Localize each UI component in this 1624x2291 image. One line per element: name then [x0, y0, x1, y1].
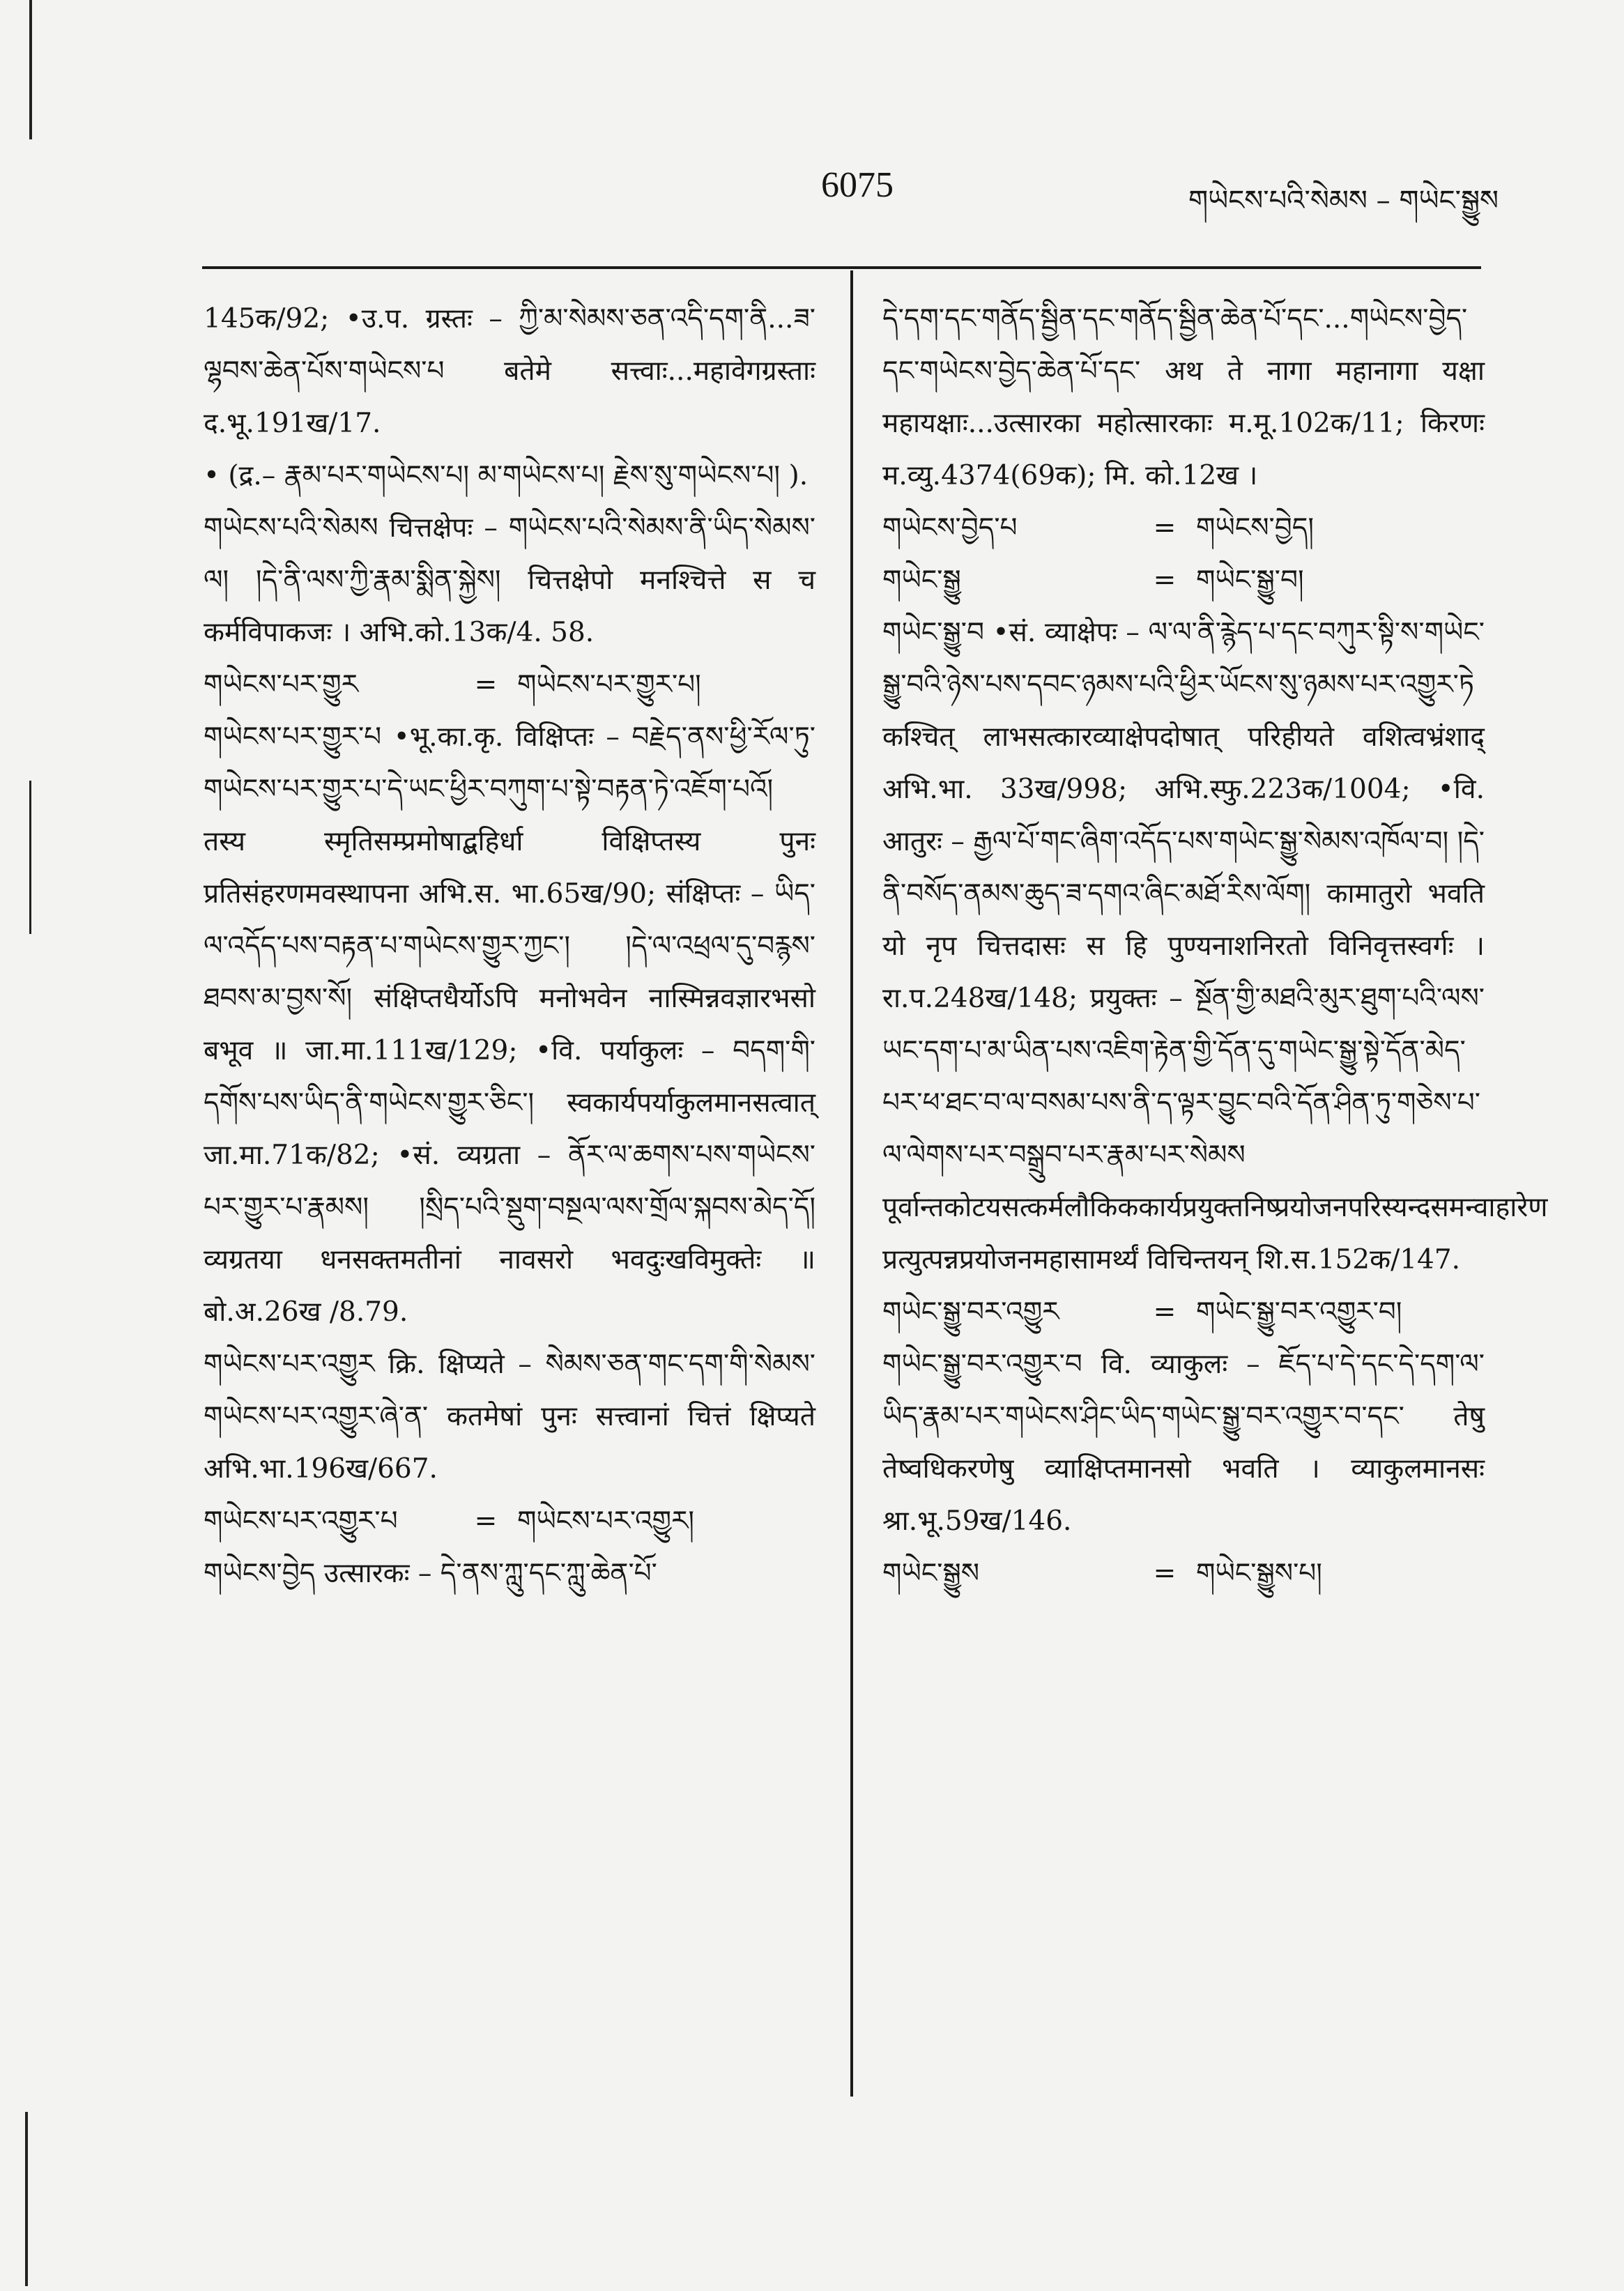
- column-divider: [850, 270, 853, 2097]
- equals-sign: =: [1153, 1558, 1177, 1589]
- equals-sign: =: [1153, 1296, 1177, 1328]
- equals-sign: =: [1153, 565, 1177, 596]
- headword: གཡེང་སྒྱུ: [882, 565, 961, 596]
- reference-target: གཡེང་སྒྱུ་བ།: [1196, 565, 1304, 596]
- cross-reference-entry: [882, 1547, 1485, 1600]
- page-number: 6075: [821, 165, 894, 205]
- dictionary-entry: གཡེངས་བྱེད उत्सारकः – དེ་ནས་ཀླུ་དང་ཀླུ་ཆེན་པོ་: [204, 1558, 657, 1589]
- cross-reference-entry: [882, 554, 1485, 606]
- reference-target: གཡེང་སྒྱུས་པ།: [1196, 1558, 1322, 1589]
- dictionary-entry: 145क/92; •उ.प. ग्रस्तः – ཀྱི་མ་སེམས་ཅན་འདི་དག་ནི...ཟ་ལྷབས་ཆེན་པོས་གཡེངས་པ बतेमे सत्त्वाः...महावेगग्रस्ताः द.भू.191ख/17.: [204, 303, 815, 439]
- headword: གཡེངས་པར་འགྱུར་པ: [204, 1505, 398, 1537]
- equals-sign: =: [474, 1505, 498, 1537]
- headword: གཡེང་སྒྱུས: [882, 1558, 980, 1589]
- margin-mark-mid: [29, 781, 31, 934]
- dictionary-entry: གཡེངས་པར་གྱུར་པ •भू.का.कृ. विक्षिप्तः – བརྗེད་ནས་ཕྱི་རོལ་ཏུ་གཡེངས་པར་གྱུར་པ་དེ་ཡང་ཕྱིར་བཀུག་པ་སྟེ་བརྟན་ཏེ་འཇོག་པའོ། तस्य स्मृतिसम्प्रमोषाद्बहिर्धा विक्षिप्तस्य पुनः प्रतिसंहरणमवस्थापना अभि.स. भा.65ख/90; संक्षिप्तः – ཡིད་ལ་འདོད་པས་བརྟན་པ་གཡེངས་གྱུར་ཀྱང་། །དེ་ལ་འཕྲལ་དུ་བརྙས་ཐབས་མ་བྱས་སོ། संक्षिप्तधैर्योऽपि मनोभवेन नास्मिन्नवज्ञारभसो बभूव ॥ जा.मा.111ख/129; •वि. पर्याकुलः – བདག་གི་དགོས་པས་ཡིད་ནི་གཡེངས་གྱུར་ཅིང་། स्वकार्यपर्याकुलमानसत्वात् जा.मा.71क/82; •सं. व्यग्रता – ནོར་ལ་ཆགས་པས་གཡེངས་པར་གྱུར་པ་རྣམས། །སྲིད་པའི་སྡུག་བསྔལ་ལས་གྲོལ་སྐབས་མེད་དོ། व्यग्रतया धनसक्तमतीनां नावसरो भवदुःखविमुक्तेः ॥ बो.अ.26ख /8.79.: [204, 721, 815, 1328]
- dictionary-entry: གཡེང་སྒྱུ་བ •सं. व्याक्षेपः – ལ་ལ་ནི་རྙེད་པ་དང་བཀུར་སྟི་ས་གཡེང་སྒྱུ་བའི་ཉེས་པས་དབང་ཉམས་པའི་ཕྱིར་ཡོངས་སུ་ཉམས་པར་འགྱུར་ཏེ कश्चित् लाभसत्कारव्याक्षेपदोषात् परिहीयते वशित्वभ्रंशाद् अभि.भा. 33ख/998; अभि.स्फु.223क/1004; •वि. आतुरः – རྒྱལ་པོ་གང་ཞིག་འདོད་པས་གཡེང་སྒྱུ་སེམས་འཁོལ་བ། །དེ་ནི་བསོད་ནམས་ཆུད་ཟ་དགའ་ཞིང་མཐོ་རིས་ལོག། कामातुरो भवति यो नृप चित्तदासः स हि पुण्यनाशनिरतो विनिवृत्तस्वर्गः । रा.प.248ख/148; प्रयुक्तः – སྔོན་གྱི་མཐའི་མུར་ཐུག་པའི་ལས་ཡང་དག་པ་མ་ཡིན་པས་འཇིག་རྟེན་གྱི་དོན་དུ་གཡེང་སྒྱུ་སྟེ་དོན་མེད་པར་ཕ་ཐང་བ་ལ་བསམ་པས་ནི་ད་ལྟར་བྱུང་བའི་དོན་ཤིན་ཏུ་གཅེས་པ་ལ་ལེགས་པར་བསྒྲུབ་པར་རྣམ་པར་སེམས पूर्वान्तकोटयसत्कर्मलौकिककार्यप्रयुक्तनिष्प्रयोजनपरिस्यन्दसमन्वाहारेण प्रत्युत्पन्नप्रयोजनमहासामर्थ्यं विचिन्तयन् शि.स.152क/147.: [882, 617, 1548, 1275]
- dictionary-entry: གཡེངས་པའི་སེམས चित्तक्षेपः – གཡེངས་པའི་སེམས་ནི་ཡིད་སེམས་ལ། །དེ་ནི་ལས་ཀྱི་རྣམ་སྨིན་སྐྱེས། चित्तक्षेपो मनश्चित्ते स च कर्मविपाकजः । अभि.को.13क/4. 58.: [204, 512, 815, 648]
- headword: གཡེངས་པར་གྱུར: [204, 669, 358, 700]
- cross-reference-entry: [882, 502, 1485, 554]
- headword: གཡེང་སྒྱུ་བར་འགྱུར: [882, 1296, 1059, 1328]
- header-rule: [202, 266, 1481, 269]
- right-column: [882, 293, 1548, 1600]
- reference-target: གཡེངས་པར་འགྱུར།: [517, 1505, 695, 1537]
- reference-target: གཡེང་སྒྱུ་བར་འགྱུར་བ།: [1196, 1296, 1402, 1328]
- headword: གཡེངས་བྱེད་པ: [882, 512, 1018, 544]
- cross-reference-entry: [204, 659, 815, 711]
- dictionary-entry: • (द्र.– རྣམ་པར་གཡེངས་པ། མ་གཡེངས་པ། རྗེས་སུ་གཡེངས་པ། ).: [204, 460, 809, 491]
- dictionary-entry: དེ་དག་དང་གནོད་སྦྱིན་དང་གནོད་སྦྱིན་ཆེན་པོ་དང་...གཡེངས་བྱེད་དང་གཡེངས་བྱེད་ཆེན་པོ་དང་ अथ ते नागा महानागा यक्षा महायक्षाः...उत्सारका महोत्सारकाः म.मू.102क/11; किरणः म.व्यु.4374(69क); मि. को.12ख ।: [882, 303, 1485, 491]
- equals-sign: =: [1153, 512, 1177, 544]
- running-head: གཡེངས་པའི་སེམས – གཡེང་སྒྱུས: [1188, 185, 1499, 217]
- dictionary-entry: གཡེང་སྒྱུ་བར་འགྱུར་བ वि. व्याकुलः – ཇོད་པ་དེ་དང་དེ་དག་ལ་ཡིད་རྣམ་པར་གཡེངས་ཤིང་ཡིད་གཡེང་སྒྱུ་བར་འགྱུར་བ་དང་ तेषु तेष्वधिकरणेषु व्याक्षिप्तमानसो भवति । व्याकुलमानसः श्रा.भू.59ख/146.: [882, 1349, 1485, 1537]
- equals-sign: =: [474, 669, 498, 700]
- dictionary-entry: གཡེངས་པར་འགྱུར क्रि. क्षिप्यते – སེམས་ཅན་གང་དག་གི་སེམས་གཡེངས་པར་འགྱུར་ཞེ་ན་ कतमेषां पुनः सत्त्वानां चित्तं क्षिप्यते अभि.भा.196ख/667.: [204, 1349, 815, 1485]
- margin-mark-bottom: [25, 2112, 28, 2286]
- reference-target: གཡེངས་བྱེད།: [1196, 512, 1314, 544]
- cross-reference-entry: [882, 1286, 1485, 1338]
- left-column: [204, 293, 815, 1600]
- margin-mark-top: [29, 0, 32, 139]
- reference-target: གཡེངས་པར་གྱུར་པ།: [517, 669, 701, 700]
- cross-reference-entry: [204, 1495, 815, 1547]
